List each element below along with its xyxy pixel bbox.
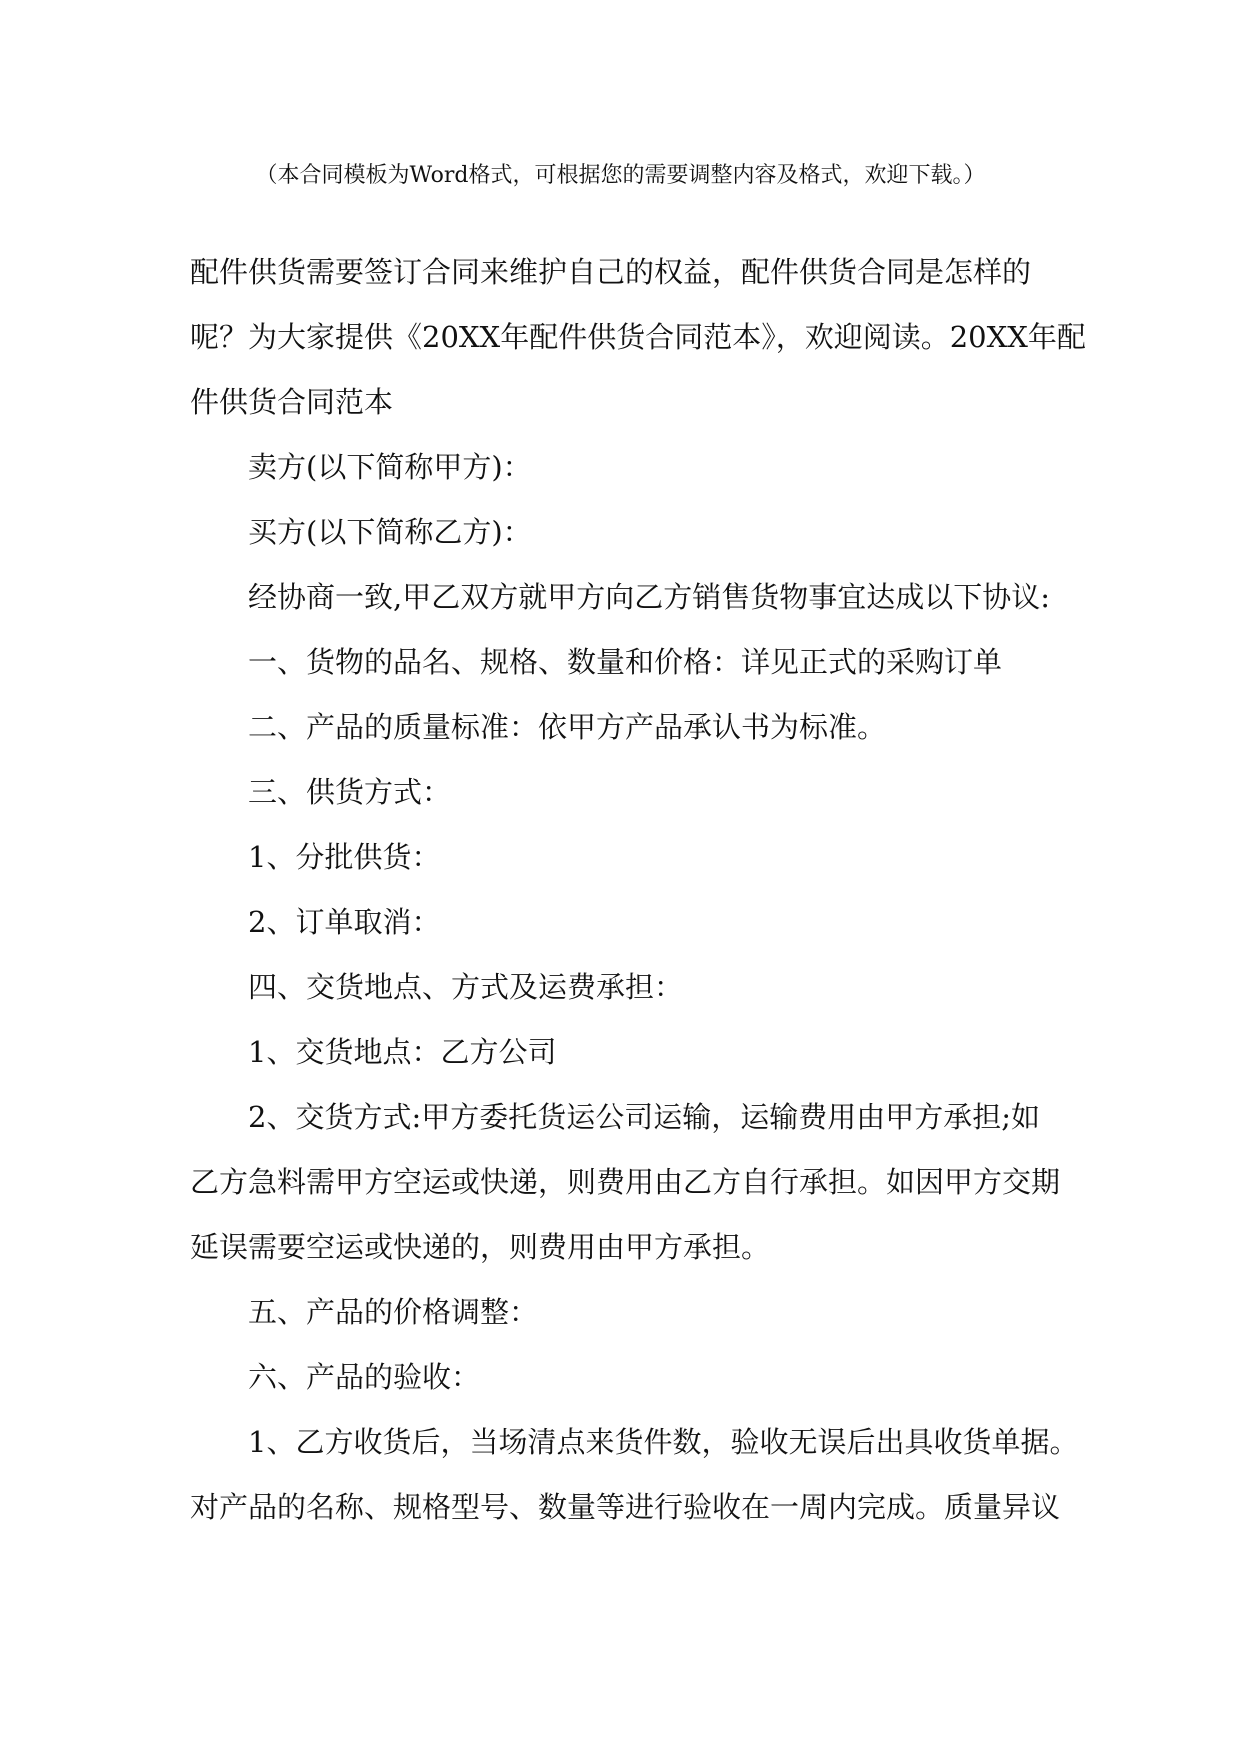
paragraph-line: 延误需要空运或快递的，则费用由甲方承担。 xyxy=(190,1230,771,1264)
clause-heading: 五、产品的价格调整： xyxy=(248,1295,539,1329)
paragraph-line: 配件供货需要签订合同来维护自己的权益，配件供货合同是怎样的 xyxy=(190,255,1032,289)
clause-item: 2、交货方式:甲方委托货运公司运输，运输费用由甲方承担;如 xyxy=(248,1100,1040,1134)
template-note: （本合同模板为Word格式，可根据您的需要调整内容及格式，欢迎下载。） xyxy=(255,163,986,188)
clause-item: 1、分批供货： xyxy=(248,840,441,874)
clause-heading: 一、货物的品名、规格、数量和价格：详见正式的采购订单 xyxy=(248,645,1003,679)
paragraph-line: 对产品的名称、规格型号、数量等进行验收在一周内完成。质量异议 xyxy=(190,1490,1061,1524)
paragraph-line: 经协商一致,甲乙双方就甲方向乙方销售货物事宜达成以下协议: xyxy=(248,580,1050,614)
contract-body xyxy=(190,240,1086,1540)
paragraph-line: 呢？为大家提供《20XX年配件供货合同范本》，欢迎阅读。20XX年配 xyxy=(190,320,1086,354)
clause-heading: 六、产品的验收： xyxy=(248,1360,481,1394)
clause-item: 1、交货地点：乙方公司 xyxy=(248,1035,557,1069)
paragraph-line: 乙方急料需甲方空运或快递，则费用由乙方自行承担。如因甲方交期 xyxy=(190,1165,1061,1199)
buyer-line: 买方(以下简称乙方)： xyxy=(248,515,532,549)
clause-heading: 二、产品的质量标准：依甲方产品承认书为标准。 xyxy=(248,710,887,744)
clause-heading: 四、交货地点、方式及运费承担： xyxy=(248,970,684,1004)
clause-heading: 三、供货方式： xyxy=(248,775,452,809)
clause-item: 1、乙方收货后，当场清点来货件数，验收无误后出具收货单据。 xyxy=(248,1425,1079,1459)
clause-item: 2、订单取消： xyxy=(248,905,441,939)
paragraph-line: 件供货合同范本 xyxy=(190,385,394,419)
seller-line: 卖方(以下简称甲方)： xyxy=(248,450,532,484)
